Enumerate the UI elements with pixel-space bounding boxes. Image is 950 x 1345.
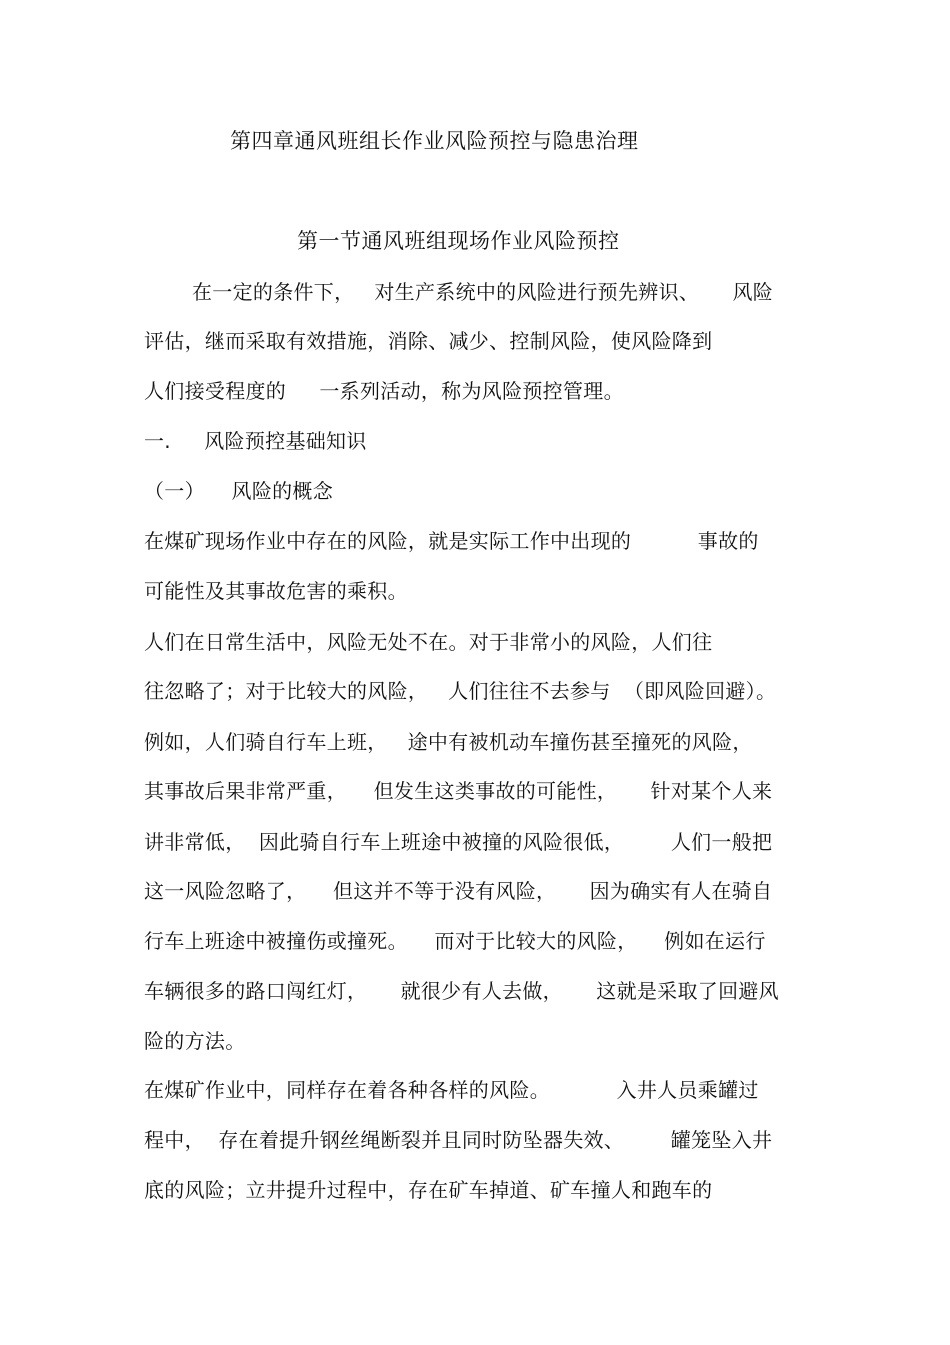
paragraph-line: 行车上班途中被撞伤或撞死。 而对于比较大的风险， 例如在运行 [144,929,766,953]
paragraph-line: 往忽略了；对于比较大的风险， 人们往往不去参与 （即风险回避）。 [144,679,777,703]
paragraph-line: 评估，继而采取有效措施，消除、减少、控制风险，使风险降到 [144,329,713,353]
paragraph-line: 人们接受程度的 一系列活动，称为风险预控管理。 [144,379,624,403]
paragraph-line: 可能性及其事故危害的乘积。 [144,579,408,603]
paragraph-line: 人们在日常生活中，风险无处不在。对于非常小的风险，人们往 [144,630,713,654]
paragraph-line: 例如，人们骑自行车上班， 途中有被机动车撞伤甚至撞死的风险， [144,730,753,754]
heading-basic-knowledge: 一. 风险预控基础知识 [144,429,367,453]
paragraph-line: 这一风险忽略了， 但这并不等于没有风险， 因为确实有人在骑自 [144,879,773,903]
paragraph-line: 其事故后果非常严重， 但发生这类事故的可能性， 针对某个人来 [144,779,773,803]
paragraph-line: 在煤矿现场作业中存在的风险，就是实际工作中出现的 事故的 [144,529,759,553]
chapter-title: 第四章通风班组长作业风险预控与隐患治理 [230,129,639,153]
paragraph-line: 程中， 存在着提升钢丝绳断裂并且同时防坠器失效、 罐笼坠入井 [144,1128,773,1152]
heading-risk-concept: （一） 风险的概念 [144,479,334,503]
paragraph-line: 车辆很多的路口闯红灯， 就很少有人去做， 这就是采取了回避风 [144,979,779,1003]
paragraph-line: 在煤矿作业中，同样存在着各种各样的风险。 入井人员乘罐过 [144,1078,759,1102]
paragraph-line: 险的方法。 [144,1029,246,1053]
paragraph-line: 讲非常低， 因此骑自行车上班途中被撞的风险很低， 人们一般把 [144,830,773,854]
paragraph-line: 底的风险；立井提升过程中，存在矿车掉道、矿车撞人和跑车的 [144,1178,713,1202]
paragraph-line: 在一定的条件下， 对生产系统中的风险进行预先辨识、 风险 [192,280,774,304]
section-title: 第一节通风班组现场作业风险预控 [297,229,620,253]
